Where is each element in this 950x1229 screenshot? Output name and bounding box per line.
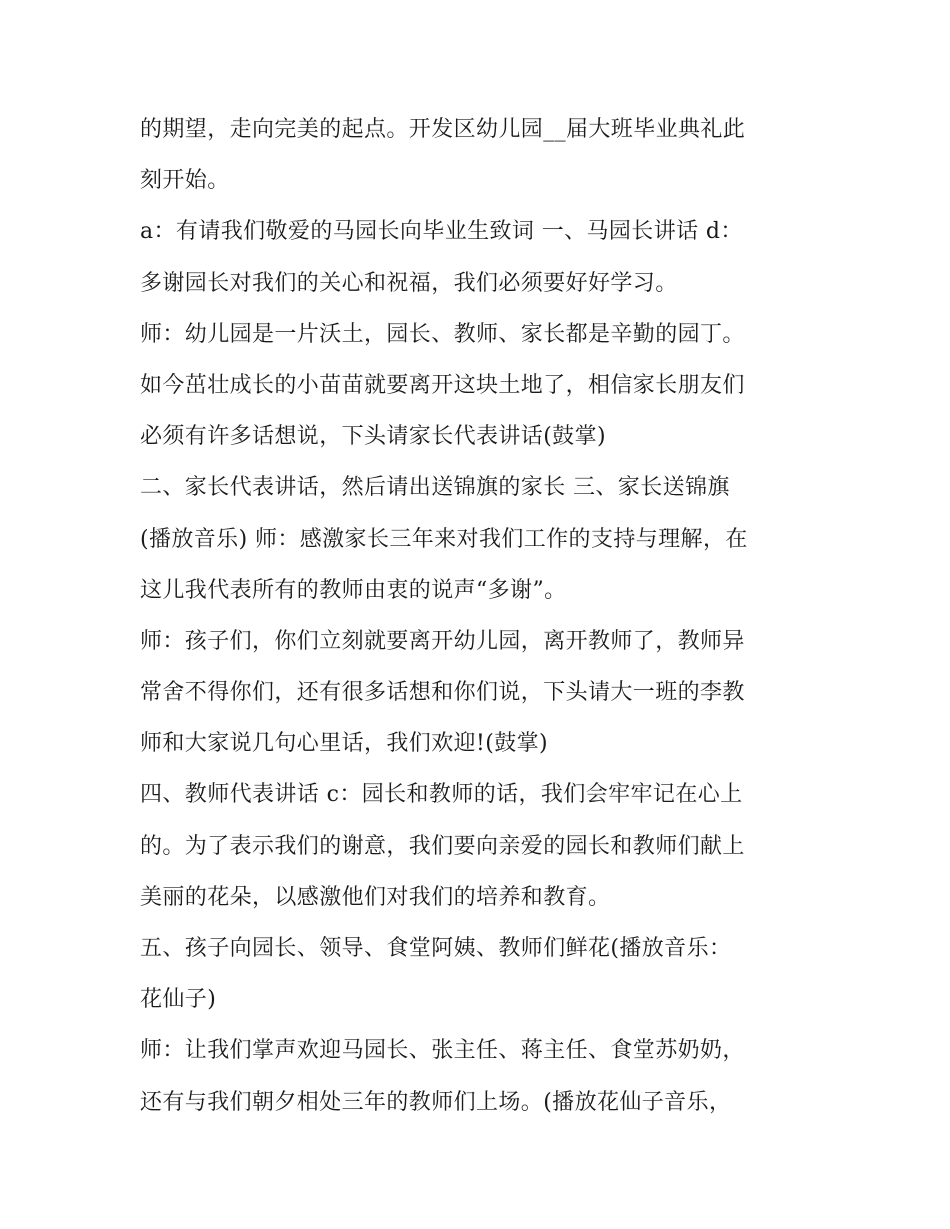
text-line: 的期望，走向完美的起点。开发区幼儿园__届大班毕业典礼此 <box>140 117 746 142</box>
text-line: 师：孩子们，你们立刻就要离开幼儿园，离开教师了，教师异 <box>140 628 745 654</box>
text-line: 美丽的花朵，以感激他们对我们的培养和教育。 <box>140 884 611 910</box>
text-line: 师：幼儿园是一片沃土，园长、教师、家长都是辛勤的园丁。 <box>140 321 745 347</box>
text-line: a：有请我们敬爱的马园长向毕业生致词 一、马园长讲话 d： <box>140 219 743 245</box>
text-line: 多谢园长对我们的关心和祝福，我们必须要好好学习。 <box>140 270 678 296</box>
text-line: 师和大家说几句心里话，我们欢迎!(鼓掌) <box>140 731 549 757</box>
text-line: 这儿我代表所有的教师由衷的说声“多谢”。 <box>140 577 567 603</box>
text-line: 四、教师代表讲话 c：园长和教师的话，我们会牢牢记在心上 <box>140 782 743 808</box>
text-line: 常舍不得你们，还有很多话想和你们说，下头请大一班的李教 <box>140 680 745 706</box>
text-line: 五、孩子向园长、领导、食堂阿姨、教师们鲜花(播放音乐： <box>140 936 732 961</box>
text-line: 必须有许多话想说，下头请家长代表讲话(鼓掌) <box>140 424 606 450</box>
text-line: 师：让我们掌声欢迎马园长、张主任、蒋主任、食堂苏奶奶， <box>140 1038 745 1064</box>
text-line: 花仙子) <box>140 987 217 1013</box>
text-line: (播放音乐) 师：感激家长三年来对我们工作的支持与理解，在 <box>140 526 748 552</box>
text-line: 还有与我们朝夕相处三年的教师们上场。(播放花仙子音乐， <box>140 1089 732 1115</box>
text-line: 二、家长代表讲话，然后请出送锦旗的家长 三、家长送锦旗 <box>140 475 730 501</box>
text-line: 刻开始。 <box>140 168 230 194</box>
document-body <box>140 104 820 1128</box>
text-line: 的。为了表示我们的谢意，我们要向亲爱的园长和教师们献上 <box>140 833 745 859</box>
text-line: 如今茁壮成长的小苗苗就要离开这块土地了，相信家长朋友们 <box>140 372 745 398</box>
